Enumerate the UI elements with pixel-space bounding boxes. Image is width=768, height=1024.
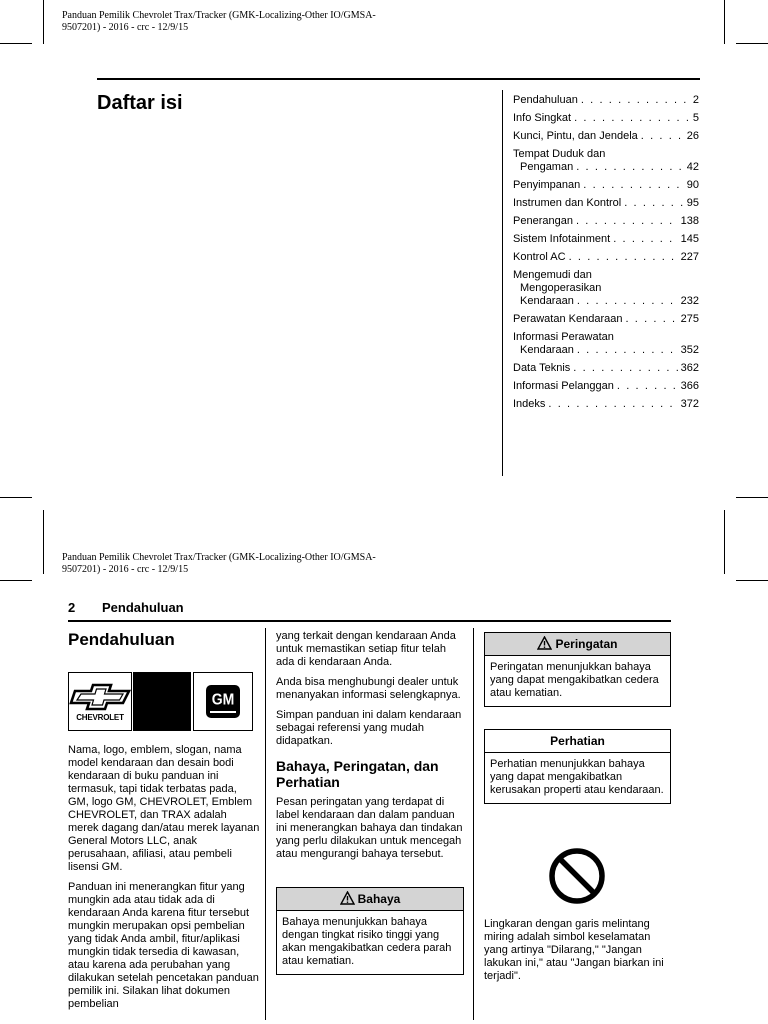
running-section-title: Pendahuluan (102, 600, 184, 615)
prohibited-caption (484, 918, 669, 990)
toc-entry-line (513, 130, 699, 143)
warning-box-title (485, 633, 670, 656)
toc-entry-line (513, 344, 699, 357)
toc-leader-dots (548, 398, 677, 411)
toc-entry-label: Kendaraan (520, 295, 574, 307)
toc-leader-dots (576, 161, 684, 174)
toc-leader-dots (583, 179, 683, 192)
toc-leader-dots (569, 251, 678, 264)
toc-entry-page: 362 (680, 362, 699, 374)
crop-mark (736, 580, 768, 581)
caution-box (484, 729, 671, 804)
danger-box-title (277, 888, 463, 911)
toc-leader-dots (617, 380, 678, 393)
toc-list (513, 94, 699, 416)
toc-entry[interactable] (513, 130, 699, 143)
toc-entry-line (513, 362, 699, 375)
chevrolet-wordmark: CHEVROLET (76, 713, 124, 722)
crop-mark (736, 497, 768, 498)
toc-entry-label: Kunci, Pintu, dan Jendela (513, 130, 638, 142)
subsection-heading: Bahaya, Peringatan, dan Perhatian (276, 758, 439, 790)
column-1 (68, 630, 260, 650)
top-rule (97, 78, 700, 80)
toc-leader-dots (581, 94, 690, 107)
paragraph: Simpan panduan ini dalam kendaraan sebagai referensi yang mudah didapatkan. (276, 709, 462, 747)
toc-entry-line (513, 161, 699, 174)
toc-leader-dots (641, 130, 684, 143)
toc-entry[interactable] (513, 362, 699, 375)
toc-entry-line (513, 94, 699, 107)
toc-leader-dots (624, 197, 684, 210)
top-rule (68, 620, 671, 622)
danger-box (276, 887, 464, 975)
warning-box-title-text: Peringatan (555, 637, 618, 651)
column-2 (276, 630, 466, 868)
toc-entry[interactable] (513, 331, 699, 357)
toc-entry-label-line: Mengoperasikan (520, 282, 602, 294)
toc-entry-label-line: Informasi Perawatan (513, 331, 614, 343)
toc-leader-dots (613, 233, 677, 246)
toc-entry[interactable] (513, 233, 699, 246)
print-header: Panduan Pemilik Chevrolet Trax/Tracker (GMK-Localizing-Other IO/GMSA- 9507201) - 2016 - crc - 12/9/15 (62, 552, 376, 575)
toc-entry-page: 372 (680, 398, 699, 410)
toc-entry-line (513, 197, 699, 210)
toc-entry[interactable] (513, 179, 699, 192)
toc-entry-page: 352 (680, 344, 699, 356)
toc-entry-line (513, 233, 699, 246)
toc-entry[interactable] (513, 269, 699, 308)
crop-mark (0, 43, 32, 44)
caution-box-title: Perhatian (485, 730, 670, 753)
toc-entry-label: Pendahuluan (513, 94, 578, 106)
crop-mark (43, 0, 44, 44)
toc-entry-label-line: Mengemudi dan (513, 269, 592, 281)
paragraph: Lingkaran dengan garis melintang miring adalah simbol keselamatan yang artinya "Dilarang," "Jangan lakukan ini," atau "Jangan biarkan ini terjadi". (484, 918, 664, 982)
toc-entry-page: 227 (680, 251, 699, 263)
toc-entry-page: 232 (680, 295, 699, 307)
danger-box-body: Bahaya menunjukkan bahaya dengan tingkat risiko tinggi yang akan mengakibatkan cedera parah atau kematian. (282, 916, 452, 967)
toc-entry-page: 145 (680, 233, 699, 245)
toc-entry-label: Instrumen dan Kontrol (513, 197, 622, 209)
toc-entry-label: Kendaraan (520, 344, 574, 356)
crop-mark (736, 43, 768, 44)
toc-entry-page: 95 (686, 197, 699, 209)
paragraph: yang terkait dengan kendaraan Anda untuk memastikan setiap fitur telah ada di kendaraan Anda. (276, 630, 456, 668)
toc-leader-dots (576, 215, 678, 228)
toc-entry-label: Indeks (513, 398, 546, 410)
toc-leader-dots (625, 313, 677, 326)
section-heading: Pendahuluan (68, 630, 175, 649)
crop-mark (0, 580, 32, 581)
toc-entry[interactable] (513, 197, 699, 210)
toc-entry-line (513, 398, 699, 411)
black-logo-block (133, 672, 191, 731)
paragraph: Nama, logo, emblem, slogan, nama model kendaraan dan desain bodi kendaraan di buku panduan ini termasuk, tapi tidak terbatas pada, GM, logo GM, CHEVROLET, Emblem CHEVROLET, dan TRAX adalah merek dagang dan/atau merek layanan General Motors LLC, anak perusahaan, afiliasi, atau pembeli lisensi GM. (68, 744, 260, 873)
toc-entry-line (513, 380, 699, 393)
toc-entry-page: 2 (692, 94, 699, 106)
toc-entry-label: Pengaman (520, 161, 574, 173)
toc-entry-line (513, 215, 699, 228)
crop-mark (724, 0, 725, 44)
toc-entry-label: Sistem Infotainment (513, 233, 611, 245)
toc-title: Daftar isi (97, 92, 183, 114)
gm-logo-text: GM (211, 690, 235, 708)
caution-box-body: Perhatian menunjukkan bahaya yang dapat mengakibatkan kerusakan properti atau kendaraan. (490, 758, 664, 796)
toc-entry-line (513, 295, 699, 308)
toc-entry[interactable] (513, 398, 699, 411)
toc-entry[interactable] (513, 94, 699, 107)
toc-entry-page: 90 (686, 179, 699, 191)
toc-entry-line (513, 112, 699, 125)
toc-entry-label: Kontrol AC (513, 251, 566, 263)
toc-leader-dots (577, 344, 678, 357)
toc-entry[interactable] (513, 313, 699, 326)
toc-leader-dots (577, 295, 678, 308)
toc-entry-page: 26 (686, 130, 699, 142)
toc-leader-dots (574, 112, 690, 125)
toc-entry-label: Perawatan Kendaraan (513, 313, 623, 325)
prohibited-symbol (548, 847, 606, 905)
paragraph: Anda bisa menghubungi dealer untuk menanyakan informasi selengkapnya. (276, 676, 461, 701)
toc-entry[interactable] (513, 380, 699, 393)
column-divider (265, 628, 266, 1020)
warning-box-body: Peringatan menunjukkan bahaya yang dapat mengakibatkan cedera atau kematian. (490, 661, 659, 699)
warning-triangle-icon (340, 891, 355, 905)
column-divider (502, 90, 503, 476)
column-divider (473, 628, 474, 1020)
page-number: 2 (68, 600, 76, 615)
toc-entry[interactable] (513, 148, 699, 174)
toc-entry[interactable] (513, 215, 699, 228)
toc-leader-dots (573, 362, 677, 375)
crop-mark (43, 510, 44, 574)
toc-entry-label: Penyimpanan (513, 179, 581, 191)
paragraph: Panduan ini menerangkan fitur yang mungkin ada atau tidak ada di kendaraan Anda karena fitur tersebut mungkin merupakan opsi pembelian yang tidak Anda ambil, fitur/aplikasi mungkin tidak tersedia di kawasan, atau karena ada perubahan yang dilakukan setelah pencetakan panduan pemilik ini. Silakan lihat dokumen pembelian (68, 881, 259, 1010)
crop-mark (0, 497, 32, 498)
toc-entry-label: Data Teknis (513, 362, 571, 374)
danger-box-title-text: Bahaya (357, 892, 401, 906)
toc-entry-label: Penerangan (513, 215, 573, 227)
toc-entry-label: Info Singkat (513, 112, 572, 124)
toc-entry-label: Informasi Pelanggan (513, 380, 614, 392)
toc-entry-page: 138 (680, 215, 699, 227)
gm-logo (193, 672, 253, 731)
chevrolet-logo (68, 672, 132, 731)
toc-entry-line (513, 313, 699, 326)
toc-entry[interactable] (513, 112, 699, 125)
toc-entry-page: 42 (686, 161, 699, 173)
toc-entry[interactable] (513, 251, 699, 264)
warning-box (484, 632, 671, 707)
toc-entry-line (513, 179, 699, 192)
prohibited-icon (548, 847, 606, 905)
warning-triangle-icon (537, 636, 552, 650)
toc-entry-line (513, 251, 699, 264)
toc-entry-page: 5 (692, 112, 699, 124)
paragraph: Pesan peringatan yang terdapat di label kendaraan dan dalam panduan ini menerangkan bahaya dan tindakan yang perlu dilakukan untuk mencegah atau mengurangi bahaya tersebut. (276, 796, 463, 860)
crop-mark (724, 510, 725, 574)
toc-entry-page: 275 (680, 313, 699, 325)
column-1-body (68, 744, 260, 1018)
toc-entry-page: 366 (680, 380, 699, 392)
brand-logos (68, 672, 253, 731)
print-header: Panduan Pemilik Chevrolet Trax/Tracker (GMK-Localizing-Other IO/GMSA- 9507201) - 2016 - crc - 12/9/15 (62, 10, 376, 33)
toc-entry-label-line: Tempat Duduk dan (513, 148, 606, 160)
gm-logo-underline (210, 711, 236, 713)
